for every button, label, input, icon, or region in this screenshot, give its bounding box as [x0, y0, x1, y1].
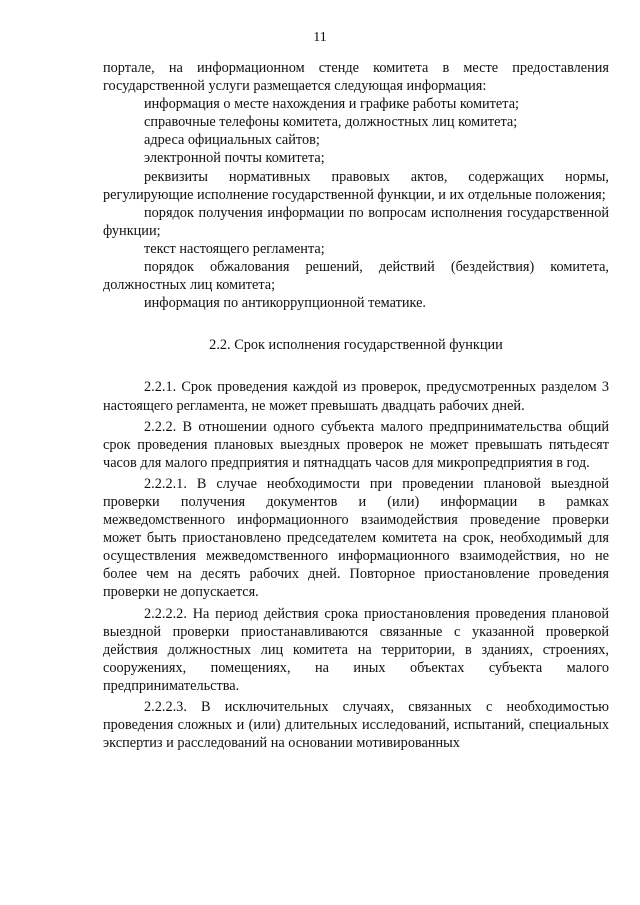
paragraph: 2.2.2.2. На период действия срока приостановления проведения плановой выездной проверки приостанавливаются связанные с указанной проверкой действия должностных лиц комитета на территории, в зданиях, строениях, сооружениях, помещениях, на иных объектах субъекта малого предпринимательства.: [103, 605, 609, 694]
page-number: 11: [313, 30, 327, 45]
list-item: порядок обжалования решений, действий (бездействия) комитета, должностных лиц комитета;: [103, 259, 609, 294]
paragraph: порталe, на информационном стенде комитета в месте предоставления государственной услуги размещается следующая информация:: [103, 60, 609, 95]
paragraph: 2.2.2.3. В исключительных случаях, связанных с необходимостью проведения сложных и (или) длительных исследований, испытаний, специальных экспертиз и расследований на основании мотивированных: [103, 699, 609, 752]
list-item: адреса официальных сайтов;: [144, 132, 320, 149]
list-item: справочные телефоны комитета, должностных лиц комитета;: [144, 114, 518, 131]
list-item: электронной почты комитета;: [144, 150, 325, 167]
paragraph: 2.2.2.1. В случае необходимости при проведении плановой выездной проверки получения документов и (или) информации в рамках межведомственного информационного взаимодействия проведение проверки может быть приостановлено председателем комитета на срок, необходимый для осуществления межведомственного информационного взаимодействия, но не более чем на десять рабочих дней. Повторное приостановление проведения проверки не допускается.: [103, 475, 609, 601]
paragraph: 2.2.2. В отношении одного субъекта малого предпринимательства общий срок проведения плановых выездных проверок не может превышать пятьдесят часов для малого предприятия и пятнадцать часов для микропредприятия в год.: [103, 418, 609, 471]
section-heading: 2.2. Срок исполнения государственной функции: [209, 337, 503, 354]
list-item: реквизиты нормативных правовых актов, содержащих нормы, регулирующие исполнение государственной функции, и их отдельные положения;: [103, 168, 609, 203]
paragraph: 2.2.1. Срок проведения каждой из проверок, предусмотренных разделом 3 настоящего регламента, не может превышать двадцать рабочих дней.: [103, 379, 609, 414]
list-item: информация по антикоррупционной тематике.: [144, 295, 426, 312]
list-item: текст настоящего регламента;: [144, 240, 325, 257]
list-item: порядок получения информации по вопросам исполнения государственной функции;: [103, 204, 609, 239]
document-body: [103, 59, 609, 752]
list-item: информация о месте нахождения и графике работы комитета;: [144, 96, 520, 113]
